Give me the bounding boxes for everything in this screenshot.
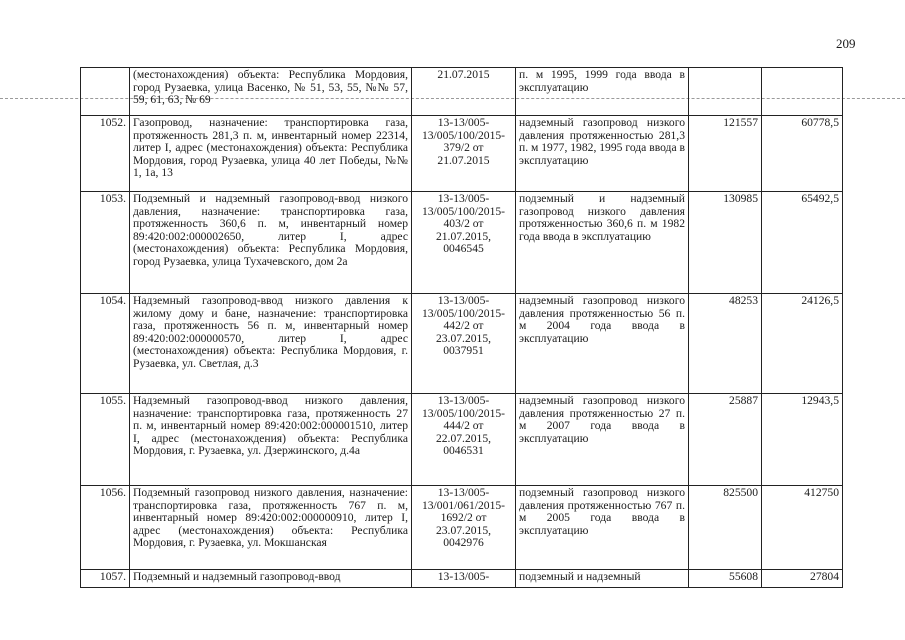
share-value-text: 60778,5 (801, 116, 839, 129)
registration-record-text: 13-13/005- (437, 570, 490, 583)
share-value-text: 412750 (804, 486, 839, 499)
row-number (81, 192, 130, 294)
row-number (81, 570, 130, 588)
row-number-text: 1054. (99, 294, 126, 307)
object-description-text: Надземный газопровод-ввод низкого давления к жилому дому и бане, назначение: транспортировка газа, протяженность 56 п. м, инвентарный номер 89:420:002:000000570, литер I, адрес (местонахождения) объекта: Республика Мордовия, г. Рузаевка, ул. Светлая, д.3 (133, 294, 408, 370)
cadastral-value (689, 192, 762, 294)
object-description (130, 68, 412, 116)
row-number-text: 1056. (99, 486, 126, 499)
share-value-text: 24126,5 (801, 294, 839, 307)
registration-record (412, 192, 516, 294)
share-value (762, 394, 843, 486)
registration-record (412, 294, 516, 394)
table-row (81, 570, 843, 588)
registration-record-text: 13-13/005- 13/005/100/2015- 444/2 от 22.07.2015, 0046531 (421, 394, 506, 458)
registration-record-text: 21.07.2015 (437, 68, 490, 81)
object-description (130, 294, 412, 394)
registration-record-text: 13-13/005- 13/005/100/2015- 442/2 от 23.07.2015, 0037951 (421, 294, 506, 358)
row-number-text: 1057. (99, 570, 126, 583)
cadastral-value (689, 486, 762, 570)
cadastral-value (689, 394, 762, 486)
object-characteristics-text: подземный и надземный (519, 570, 641, 583)
row-number (81, 294, 130, 394)
registration-record (412, 68, 516, 116)
row-number-text: 1053. (99, 192, 126, 205)
registry-body (81, 68, 843, 588)
share-value (762, 486, 843, 570)
page-number: 209 (836, 36, 856, 51)
object-characteristics (516, 294, 689, 394)
registration-record-text: 13-13/005- 13/005/100/2015- 403/2 от 21.07.2015, 0046545 (421, 192, 506, 256)
cadastral-value-text: 121557 (723, 116, 758, 129)
cadastral-value-text: 55608 (729, 570, 758, 583)
object-description (130, 394, 412, 486)
cadastral-value (689, 570, 762, 588)
share-value (762, 294, 843, 394)
table-row (81, 486, 843, 570)
object-characteristics-text: п. м 1995, 1999 года ввода в эксплуатацию (519, 68, 685, 94)
object-characteristics (516, 68, 689, 116)
share-value (762, 116, 843, 192)
object-characteristics (516, 116, 689, 192)
object-characteristics-text: подземный газопровод низкого давления протяженностью 767 п. м 2005 года ввода в эксплуатацию (519, 486, 685, 537)
object-description-text: Надземный газопровод-ввод низкого давления, назначение: транспортировка газа, протяженность 27 п. м, инвентарный номер 89:420:002:000001510, литер I, адрес (местонахождения) объекта: Республика Мордовия, г. Рузаевка, ул. Дзержинского, д.4а (133, 394, 408, 458)
cadastral-value-text: 25887 (729, 394, 758, 407)
share-value-text: 27804 (810, 570, 839, 583)
table-row (81, 116, 843, 192)
row-number (81, 486, 130, 570)
object-characteristics-text: подземный и надземный газопровод низкого давления протяженностью 360,6 п. м 1982 года ввода в эксплуатацию (519, 192, 685, 243)
table-row (81, 394, 843, 486)
object-description (130, 486, 412, 570)
object-characteristics-text: надземный газопровод низкого давления протяженностью 281,3 п. м 1977, 1982, 1995 года ввода в эксплуатацию (519, 116, 685, 167)
object-description-text: (местонахождения) объекта: Республика Мордовия, город Рузаевка, улица Васенко, № 51, 53, 55, №№ 57, 59, 61, 63, № 69 (133, 68, 408, 107)
object-description (130, 570, 412, 588)
cadastral-value-text: 825500 (723, 486, 758, 499)
object-characteristics-text: надземный газопровод низкого давления протяженностью 27 п. м 2007 года ввода в эксплуатацию (519, 394, 685, 445)
registration-record-text: 13-13/005- 13/001/061/2015- 1692/2 от 23.07.2015, 0042976 (421, 486, 506, 550)
table-row (81, 294, 843, 394)
table-row (81, 192, 843, 294)
object-characteristics (516, 570, 689, 588)
cadastral-value-text: 48253 (729, 294, 758, 307)
row-number (81, 116, 130, 192)
object-description (130, 116, 412, 192)
registration-record-text: 13-13/005- 13/005/100/2015- 379/2 от 21.07.2015 (421, 116, 506, 167)
share-value-text: 12943,5 (801, 394, 839, 407)
object-characteristics (516, 486, 689, 570)
cadastral-value (689, 68, 762, 116)
object-characteristics (516, 192, 689, 294)
share-value (762, 192, 843, 294)
object-description-text: Подземный газопровод низкого давления, назначение: транспортировка газа, протяженность 767 п. м, инвентарный номер 89:420:002:000000910, литер I, адрес (местонахождения) объекта: Республика Мордовия, г. Рузаевка, ул. Мокшанская (133, 486, 408, 550)
share-value-text: 65492,5 (801, 192, 839, 205)
object-description (130, 192, 412, 294)
row-number (81, 394, 130, 486)
object-characteristics (516, 394, 689, 486)
object-characteristics-text: надземный газопровод низкого давления протяженностью 56 п. м 2004 года ввода в эксплуатацию (519, 294, 685, 345)
registration-record (412, 394, 516, 486)
share-value (762, 68, 843, 116)
object-description-text: Подземный и надземный газопровод-ввод (133, 570, 341, 583)
registration-record (412, 570, 516, 588)
cadastral-value-text: 130985 (723, 192, 758, 205)
row-number (81, 68, 130, 116)
object-description-text: Газопровод, назначение: транспортировка газа, протяженность 281,3 п. м, инвентарный номер 22314, литер I, адрес (местонахождения) объекта: Республика Мордовия, город Рузаевка, улица 40 лет Победы, №№ 1, 1а, 13 (133, 116, 408, 180)
object-description-text: Подземный и надземный газопровод-ввод низкого давления, назначение: транспортировка газа, протяженность 360,6 п. м, инвентарный номер 89:420:002:000002650, литер I, адрес (местонахождения) объекта: Республика Мордовия, город Рузаевка, улица Тухачевского, дом 2а (133, 192, 408, 268)
cadastral-value (689, 116, 762, 192)
row-number-text: 1055. (99, 394, 126, 407)
property-registry-table (80, 67, 843, 588)
registration-record (412, 486, 516, 570)
share-value (762, 570, 843, 588)
registration-record (412, 116, 516, 192)
table-row (81, 68, 843, 116)
row-number-text: 1052. (99, 116, 126, 129)
cadastral-value (689, 294, 762, 394)
